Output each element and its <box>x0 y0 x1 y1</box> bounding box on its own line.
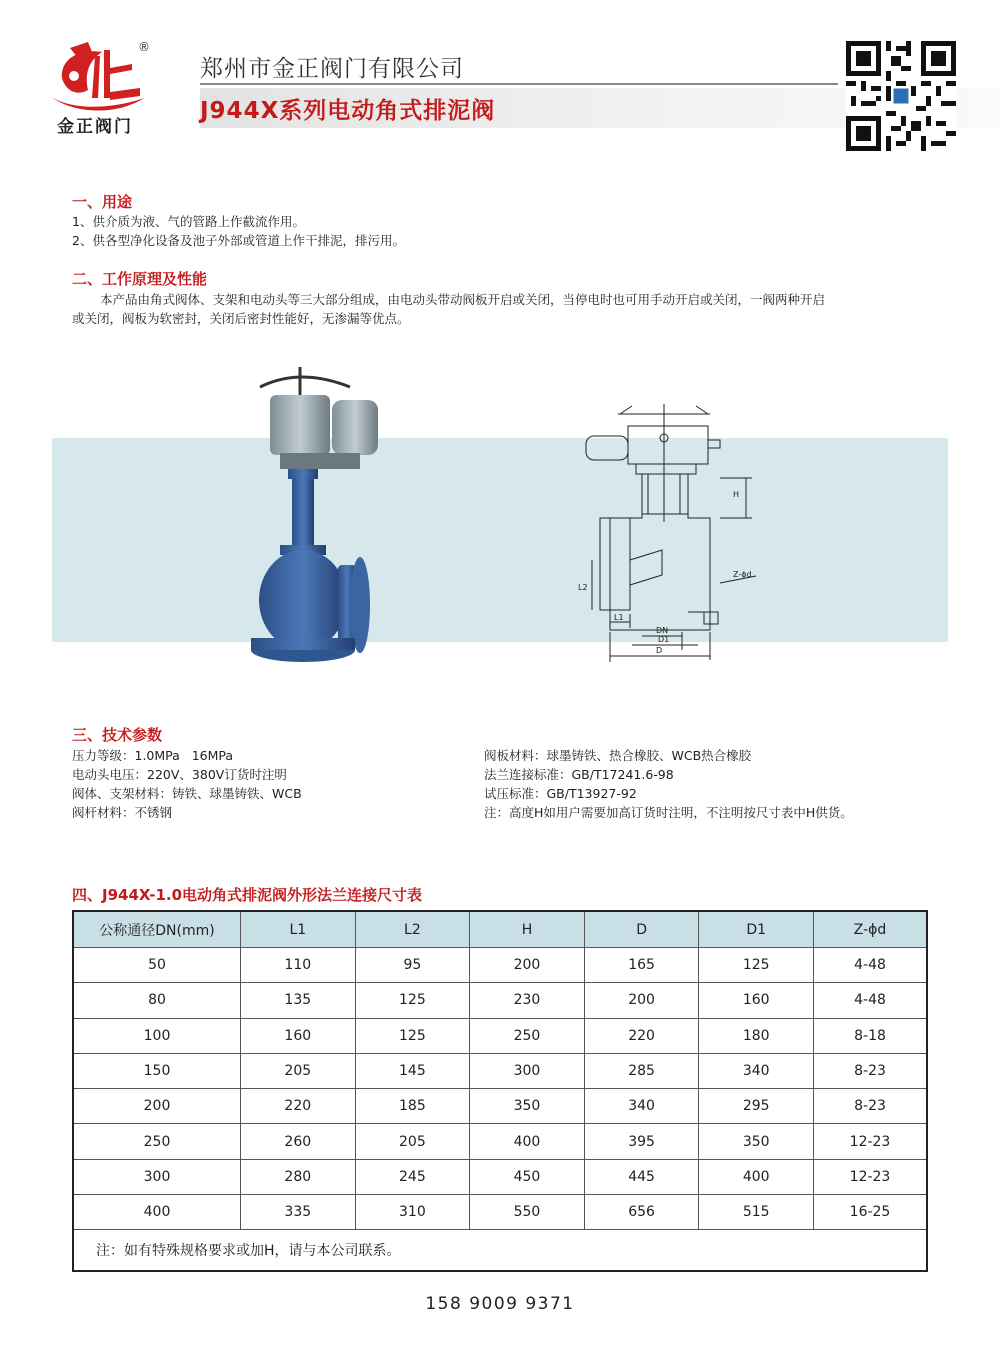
dim-label-h: H <box>733 490 740 499</box>
qr-code <box>846 40 956 152</box>
cell-l2: 205 <box>355 1124 470 1159</box>
cell-d1: 160 <box>699 983 814 1018</box>
spec-right-1: 阀板材料：球墨铸铁、热合橡胶、WCB热合橡胶 <box>484 748 752 763</box>
spec-left-2: 电动头电压：220V、380V订货时注明 <box>72 767 287 782</box>
company-name: 郑州市金正阀门有限公司 <box>200 56 464 82</box>
cell-dn: 250 <box>73 1124 241 1159</box>
cell-h: 300 <box>470 1053 585 1088</box>
table-row <box>73 1195 927 1230</box>
product-title: J944X系列电动角式排泥阀 <box>200 98 496 124</box>
table-row <box>73 1159 927 1194</box>
cell-h: 200 <box>470 948 585 983</box>
col-header-z: Z-ϕd <box>814 911 928 948</box>
cell-l2: 125 <box>355 1018 470 1053</box>
cell-dn: 200 <box>73 1089 241 1124</box>
cell-dn: 150 <box>73 1053 241 1088</box>
cell-d1: 515 <box>699 1195 814 1230</box>
cell-z: 8-23 <box>814 1089 928 1124</box>
cell-d: 285 <box>584 1053 699 1088</box>
cell-d: 445 <box>584 1159 699 1194</box>
cell-z: 12-23 <box>814 1159 928 1194</box>
cell-l1: 260 <box>241 1124 356 1159</box>
cell-d: 220 <box>584 1018 699 1053</box>
logo-text: 金正阀门 <box>57 117 133 137</box>
cell-dn: 300 <box>73 1159 241 1194</box>
table-note-row <box>73 1230 927 1272</box>
cell-d: 656 <box>584 1195 699 1230</box>
section-dimension-table-heading: 四、J944X-1.0电动角式排泥阀外形法兰连接尺寸表 <box>72 886 423 904</box>
cell-l1: 135 <box>241 983 356 1018</box>
col-header-d: D <box>584 911 699 948</box>
table-row <box>73 948 927 983</box>
cell-dn: 50 <box>73 948 241 983</box>
contact-phone: 158 9009 9371 <box>425 1294 575 1314</box>
spec-right-4: 注：高度H如用户需要加高订货时注明，不注明按尺寸表中H供货。 <box>484 805 853 820</box>
section-usage-heading: 一、用途 <box>72 193 133 211</box>
usage-line-2: 2、供各型净化设备及池子外部或管道上作干排泥，排污用。 <box>72 233 405 248</box>
cell-d1: 400 <box>699 1159 814 1194</box>
cell-l2: 245 <box>355 1159 470 1194</box>
dim-label-d1: D1 <box>658 635 670 644</box>
spec-left-1: 压力等级：1.0MPa 16MPa <box>72 748 234 763</box>
cell-h: 250 <box>470 1018 585 1053</box>
dim-label-dn: DN <box>656 626 669 635</box>
cell-l1: 110 <box>241 948 356 983</box>
dim-label-l2: L2 <box>578 583 588 592</box>
valve-photo-icon <box>240 365 390 685</box>
cell-z: 4-48 <box>814 983 928 1018</box>
cell-d1: 125 <box>699 948 814 983</box>
cell-z: 4-48 <box>814 948 928 983</box>
principle-line-2: 或关闭，阀板为软密封，关闭后密封性能好，无渗漏等优点。 <box>72 311 410 326</box>
cell-h: 230 <box>470 983 585 1018</box>
cell-z: 8-23 <box>814 1053 928 1088</box>
table-row <box>73 1018 927 1053</box>
cell-h: 350 <box>470 1089 585 1124</box>
cell-l2: 185 <box>355 1089 470 1124</box>
spec-right-3: 试压标准：GB/T13927-92 <box>484 786 637 801</box>
cell-dn: 400 <box>73 1195 241 1230</box>
principle-line-1: 本产品由角式阀体、支架和电动头等三大部分组成，由电动头带动阀板开启或关闭，当停电时也可用手动开启或关闭，一阀两种开启 <box>100 292 826 307</box>
cell-d1: 340 <box>699 1053 814 1088</box>
cell-d1: 180 <box>699 1018 814 1053</box>
table-row <box>73 983 927 1018</box>
col-header-d1: D1 <box>699 911 814 948</box>
registered-mark: ® <box>138 40 150 54</box>
cell-l2: 95 <box>355 948 470 983</box>
dim-label-d: D <box>656 646 663 655</box>
cell-l2: 125 <box>355 983 470 1018</box>
cell-d: 200 <box>584 983 699 1018</box>
spec-left-3: 阀体、支架材料：铸铁、球墨铸铁、WCB <box>72 786 302 801</box>
cell-h: 550 <box>470 1195 585 1230</box>
dim-label-z: Z-ϕd <box>733 570 752 579</box>
cell-d: 395 <box>584 1124 699 1159</box>
cell-dn: 80 <box>73 983 241 1018</box>
cell-d1: 350 <box>699 1124 814 1159</box>
cell-l1: 205 <box>241 1053 356 1088</box>
col-header-l2: L2 <box>355 911 470 948</box>
cell-d1: 295 <box>699 1089 814 1124</box>
cell-h: 450 <box>470 1159 585 1194</box>
table-row <box>73 1124 927 1159</box>
illustration-band <box>52 438 948 642</box>
cell-l1: 220 <box>241 1089 356 1124</box>
table-row <box>73 1053 927 1088</box>
table-note: 注：如有特殊规格要求或加H，请与本公司联系。 <box>73 1230 927 1272</box>
col-header-dn: 公称通径DN(mm) <box>73 911 241 948</box>
col-header-h: H <box>470 911 585 948</box>
cell-h: 400 <box>470 1124 585 1159</box>
cell-d: 340 <box>584 1089 699 1124</box>
dimension-drawing-icon <box>570 400 770 670</box>
cell-z: 16-25 <box>814 1195 928 1230</box>
col-header-l1: L1 <box>241 911 356 948</box>
cell-z: 12-23 <box>814 1124 928 1159</box>
cell-l1: 335 <box>241 1195 356 1230</box>
section-principle-heading: 二、工作原理及性能 <box>72 270 208 288</box>
cell-dn: 100 <box>73 1018 241 1053</box>
cell-z: 8-18 <box>814 1018 928 1053</box>
usage-line-1: 1、供介质为液、气的管路上作截流作用。 <box>72 214 305 229</box>
cell-l2: 310 <box>355 1195 470 1230</box>
header-divider <box>200 83 838 85</box>
valve-dimension-drawing <box>570 400 770 670</box>
dimension-table <box>72 910 928 1272</box>
qr-code-icon <box>846 40 956 152</box>
cell-l1: 280 <box>241 1159 356 1194</box>
section-specs-heading: 三、技术参数 <box>72 726 163 744</box>
valve-photo <box>240 365 390 685</box>
cell-l1: 160 <box>241 1018 356 1053</box>
table-row <box>73 1089 927 1124</box>
spec-left-4: 阀杆材料：不锈钢 <box>72 805 173 820</box>
table-header-row <box>73 911 927 948</box>
cell-d: 165 <box>584 948 699 983</box>
cell-l2: 145 <box>355 1053 470 1088</box>
dim-label-l1: L1 <box>614 613 624 622</box>
spec-right-2: 法兰连接标准：GB/T17241.6-98 <box>484 767 674 782</box>
